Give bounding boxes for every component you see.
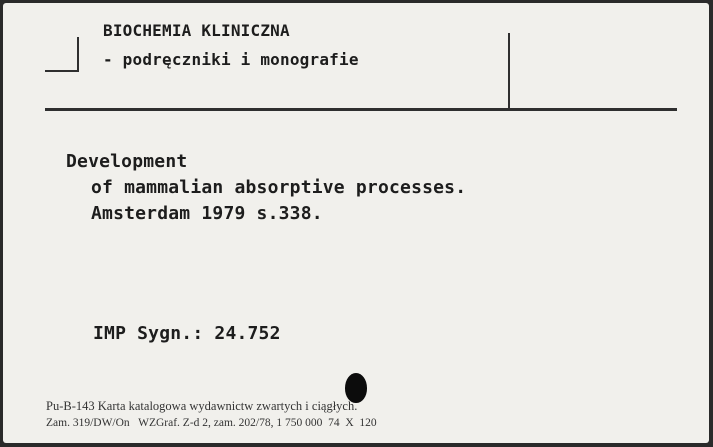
footer-print-info: Zam. 319/DW/On WZGraf. Z-d 2, zam. 202/78, 1 750 000 74 X 120 — [46, 417, 377, 429]
catalog-card — [3, 3, 709, 443]
subject-subheading: - podręczniki i monografie — [103, 50, 359, 69]
entry-subtitle: of mammalian absorptive processes. — [91, 177, 467, 198]
call-number: IMP Sygn.: 24.752 — [93, 323, 281, 344]
header-right-divider — [508, 33, 510, 109]
subject-heading: BIOCHEMIA KLINICZNA — [103, 21, 290, 40]
entry-title: Development — [66, 151, 188, 172]
header-left-underline — [45, 70, 79, 72]
footer-form-title: Pu-B-143 Karta katalogowa wydawnictw zwartych i ciągłych. — [46, 399, 358, 413]
header-left-tick — [77, 37, 79, 71]
header-separator-line — [45, 108, 677, 111]
entry-imprint: Amsterdam 1979 s.338. — [91, 203, 323, 224]
